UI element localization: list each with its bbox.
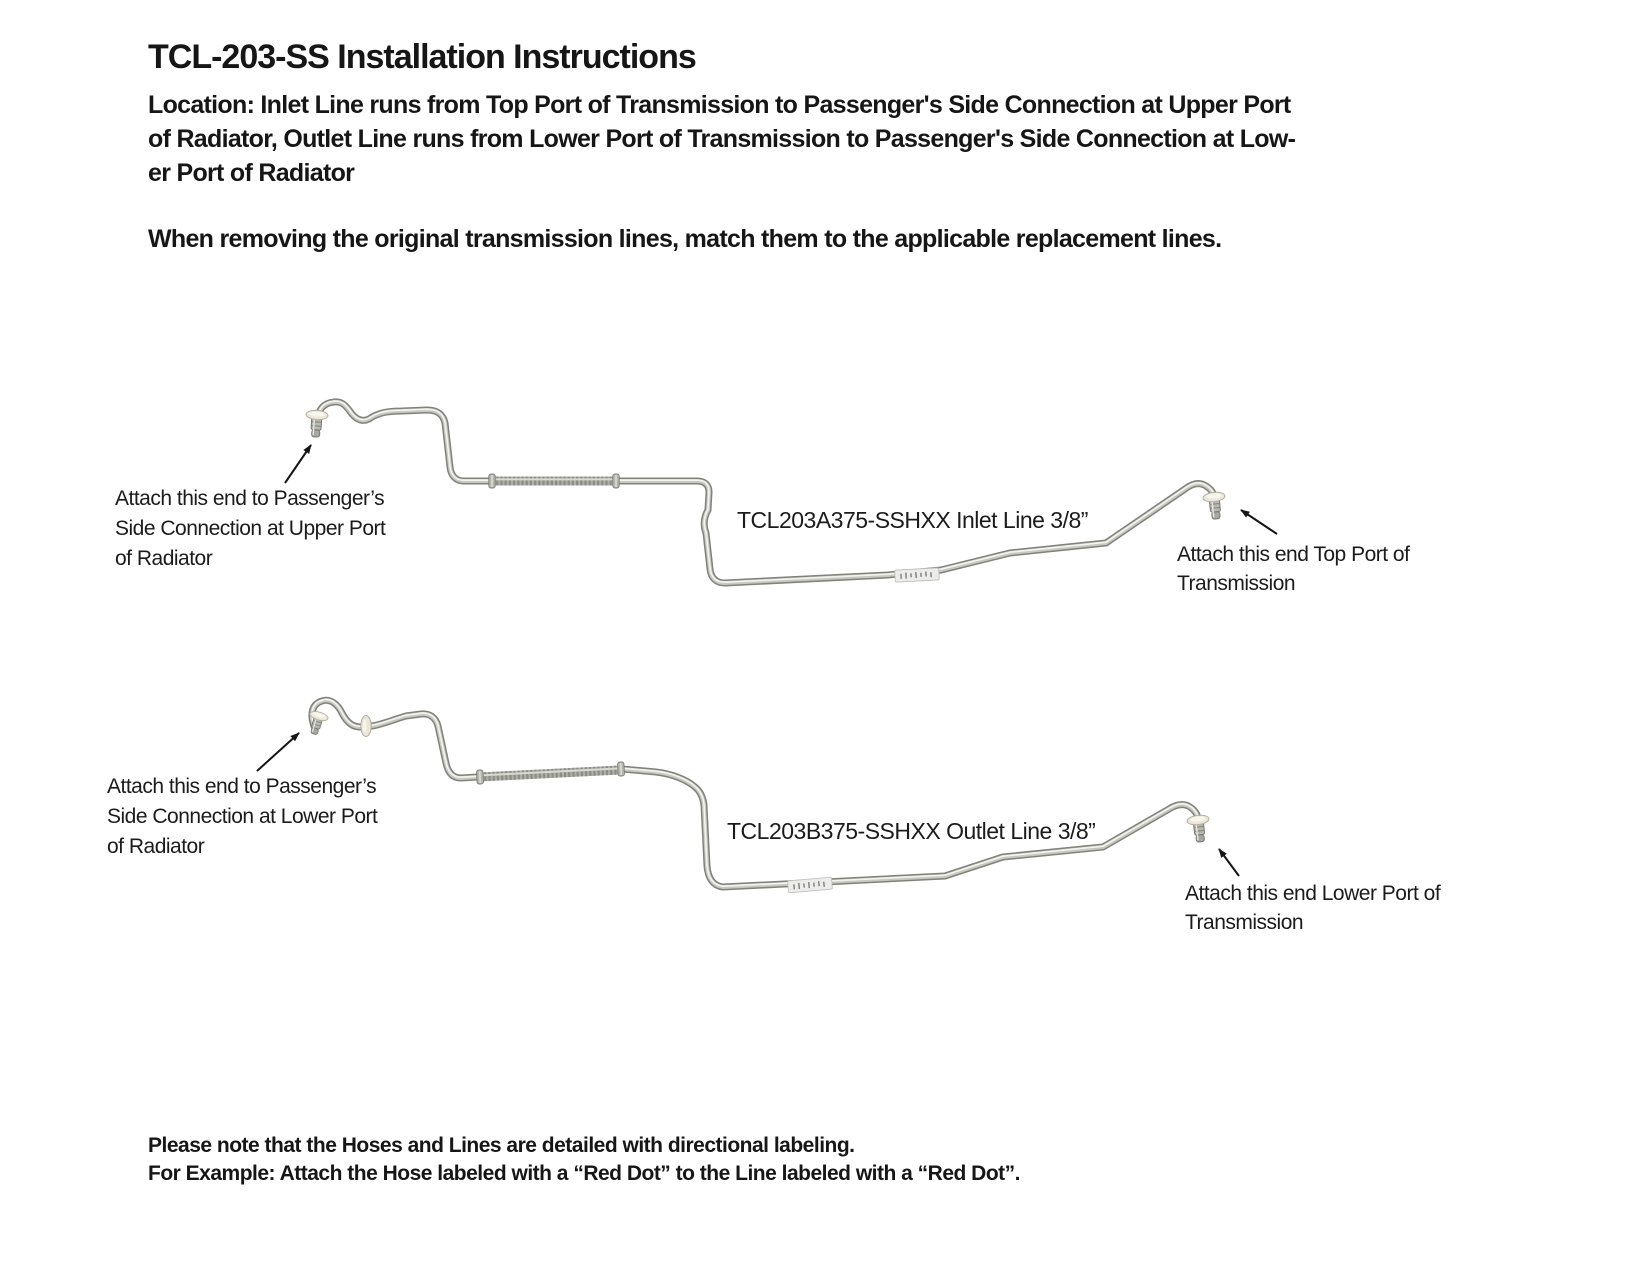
outlet-sleeve-collar-left [476, 770, 483, 784]
annotation-line: Transmission [1185, 911, 1304, 934]
outlet-sleeve-collar-right [617, 762, 624, 776]
outlet-barcode-sticker [788, 877, 833, 893]
removal-note: When removing the original transmission lines, match them to the applicable replacement lines. [148, 225, 1222, 253]
outlet-braided-sleeve [480, 768, 620, 777]
inlet-left-annotation [115, 484, 385, 574]
inlet-right-annotation [1177, 540, 1409, 598]
outlet-grommet-ring [361, 716, 371, 737]
outlet-right-arrow [1219, 849, 1239, 876]
outlet-transmission-fitting [1187, 814, 1212, 843]
directional-labeling-note [148, 1132, 1020, 1188]
annotation-line: Side Connection at Lower Port [107, 805, 378, 828]
inlet-part-label: TCL203A375-SSHXX Inlet Line 3/8” [737, 507, 1088, 533]
footer-line-2: For Example: Attach the Hose labeled with a “Red Dot” to the Line labeled with a “Red Dot”. [148, 1162, 1020, 1185]
inlet-sleeve-collar-right [613, 474, 619, 488]
inlet-sleeve-collar-left [489, 474, 495, 488]
annotation-line: Attach this end to Passenger’s [107, 775, 377, 798]
location-line-2: of Radiator, Outlet Line runs from Lower Port of Transmission to Passenger's Side Connection at Low- [148, 125, 1296, 153]
outlet-part-label: TCL203B375-SSHXX Outlet Line 3/8” [727, 818, 1096, 844]
outlet-line-tube [305, 699, 1212, 892]
annotation-line: of Radiator [115, 547, 213, 570]
inlet-right-arrow [1241, 510, 1277, 534]
annotation-line: Attach this end Lower Port of [1185, 882, 1441, 905]
inlet-transmission-fitting [1203, 491, 1228, 520]
inlet-barcode-sticker [895, 568, 940, 582]
location-line-3: er Port of Radiator [148, 159, 355, 187]
outlet-left-annotation [107, 772, 377, 862]
location-line-1: Location: Inlet Line runs from Top Port of Transmission to Passenger's Side Connection at Upper Port [148, 91, 1291, 119]
page-title: TCL-203-SS Installation Instructions [148, 38, 696, 76]
annotation-line: Attach this end to Passenger’s [115, 487, 385, 510]
annotation-line: Side Connection at Upper Port [115, 517, 386, 540]
inlet-radiator-fitting [304, 410, 328, 438]
footer-line-1: Please note that the Hoses and Lines are detailed with directional labeling. [148, 1134, 855, 1157]
annotation-line: Transmission [1177, 572, 1296, 595]
inlet-left-arrow [285, 445, 311, 483]
inlet-braided-sleeve [492, 479, 616, 481]
outlet-right-annotation [1185, 879, 1440, 937]
inlet-line-tube [304, 401, 1227, 583]
outlet-left-arrow [257, 733, 299, 771]
annotation-line: of Radiator [107, 835, 205, 858]
annotation-line: Attach this end Top Port of [1177, 543, 1410, 566]
